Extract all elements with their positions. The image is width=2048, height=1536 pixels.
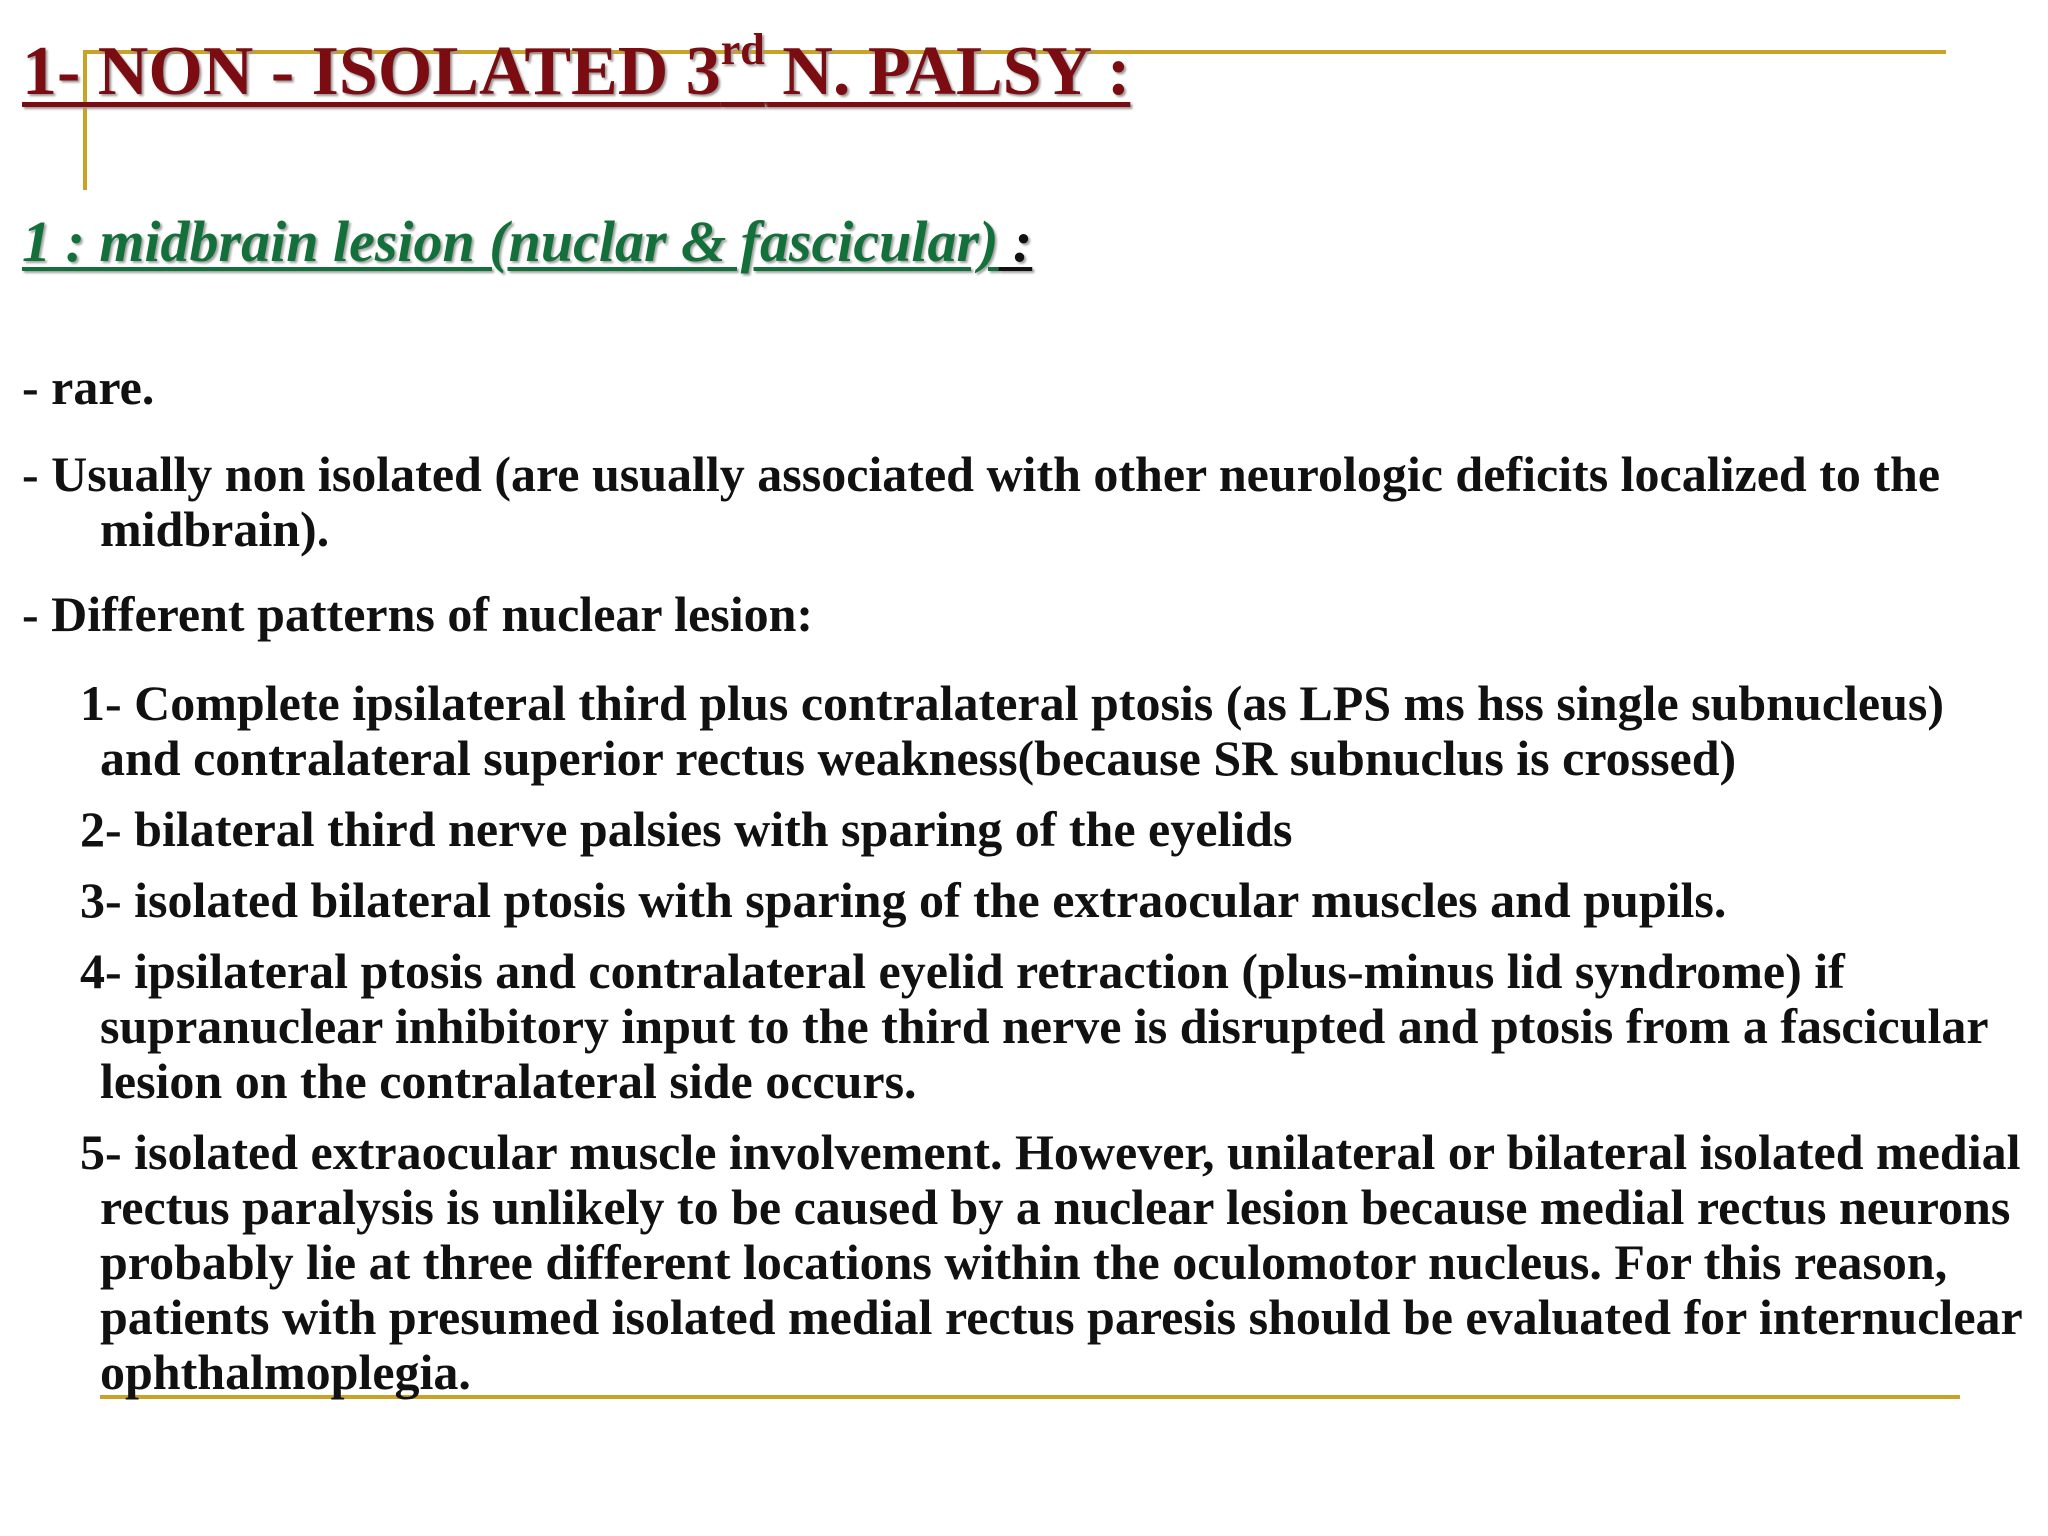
slide-body bbox=[22, 360, 2022, 1400]
subtitle-text: 1 : midbrain lesion (nuclar & fascicular) bbox=[22, 209, 999, 274]
bullet-non-isolated: - Usually non isolated (are usually associated with other neurologic deficits localized to the midbrain). bbox=[22, 446, 1941, 557]
title-suffix: N. PALSY : bbox=[764, 33, 1131, 110]
title-superscript: rd bbox=[720, 24, 765, 74]
title-prefix: 1- NON - ISOLATED 3 bbox=[22, 33, 721, 110]
pattern-item-3: 3- isolated bilateral ptosis with sparing of the extraocular muscles and pupils. bbox=[80, 872, 1727, 928]
pattern-item-5: 5- isolated extraocular muscle involvement. However, unilateral or bilateral isolated medial rectus paralysis is unlikely to be caused by a nuclear lesion because medial rectus neurons probably lie at three different locations within the oculomotor nucleus. For this reason, patients with presumed isolated medial rectus paresis should be evaluated for internuclear ophthalmoplegia. bbox=[80, 1124, 2022, 1400]
pattern-item-4: 4- ipsilateral ptosis and contralateral eyelid retraction (plus-minus lid syndrome) if supranuclear inhibitory input to the third nerve is disrupted and ptosis from a fascicular lesion on the contralateral side occurs. bbox=[80, 943, 1988, 1109]
bullet-rare: - rare. bbox=[22, 359, 155, 415]
slide-title bbox=[22, 24, 1131, 112]
pattern-item-1: 1- Complete ipsilateral third plus contralateral ptosis (as LPS ms hss single subnucleus) and contralateral superior rectus weakness(because SR subnuclus is crossed) bbox=[80, 675, 1945, 786]
subtitle-suffix: : bbox=[998, 209, 1033, 274]
slide-subtitle bbox=[22, 208, 1032, 276]
bullet-patterns-heading: - Different patterns of nuclear lesion: bbox=[22, 586, 814, 642]
pattern-item-2: 2- bilateral third nerve palsies with sparing of the eyelids bbox=[80, 801, 1293, 857]
